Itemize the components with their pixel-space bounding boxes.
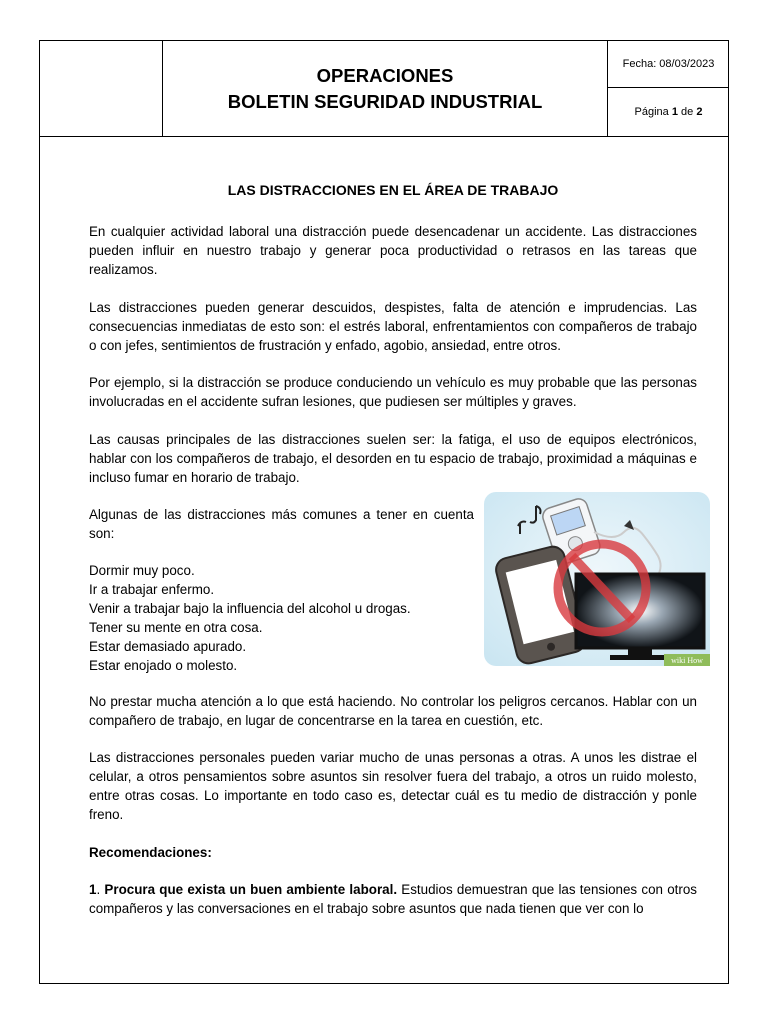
paragraph-6: Las distracciones personales pueden variar mucho de unas personas a otras. A unos les distrae el celular, a otros pensamientos sobre asuntos sin resolver fuera del trabajo, a otros un ruido molesto, entre otras cosas. Lo importante en todo caso es, detectar cuál es tu medio de distracción y ponle freno. bbox=[89, 750, 697, 822]
header-title-line1: OPERACIONES bbox=[316, 64, 454, 86]
paragraph-2: Las distracciones pueden generar descuidos, despistes, falta de atención e imprudencias. Las consecuencias inmediatas de esto son: el estrés laboral, enfrentamientos con compañeros de trabajo o con jefes, sentimientos de frustración y enfado, agobio, ansiedad, entre otros. bbox=[89, 300, 697, 353]
rec1-number: 1 bbox=[89, 882, 97, 897]
page-of: de bbox=[681, 106, 694, 118]
header-date: Fecha: 08/03/2023 bbox=[608, 41, 729, 88]
list-intro: Algunas de las distracciones más comunes a tener en cuenta son: bbox=[89, 507, 474, 541]
recommendation-1: 1. Procura que exista un buen ambiente laboral. Estudios demuestran que las tensiones con otros compañeros y las conversaciones en el trabajo sobre asuntos que nada tienen que ver con lo bbox=[89, 882, 697, 916]
list-item: Tener su mente en otra cosa. bbox=[89, 620, 263, 635]
page-prefix: Página bbox=[634, 106, 669, 118]
document-title: LAS DISTRACCIONES EN EL ÁREA DE TRABAJO bbox=[227, 182, 559, 198]
list-item: Dormir muy poco. bbox=[89, 563, 195, 578]
list-item: Estar demasiado apurado. bbox=[89, 639, 247, 654]
no-devices-illustration bbox=[484, 492, 710, 666]
list-item: Ir a trabajar enfermo. bbox=[89, 582, 215, 597]
paragraph-5: No prestar mucha atención a lo que está haciendo. No controlar los peligros cercanos. Hablar con un compañero de trabajo, en lugar de concentrarse en la tarea en cuestión, etc. bbox=[89, 694, 697, 728]
page-total: 2 bbox=[696, 106, 703, 118]
header-page-number bbox=[608, 88, 729, 136]
header-title-line2: BOLETIN SEGURIDAD INDUSTRIAL bbox=[227, 90, 543, 112]
logo-cell bbox=[40, 41, 163, 136]
rec1-heading: Procura que exista un buen ambiente laboral. bbox=[104, 882, 398, 897]
page-current: 1 bbox=[671, 106, 678, 118]
list-item: Venir a trabajar bajo la influencia del alcohol u drogas. bbox=[89, 601, 411, 616]
list-item: Estar enojado o molesto. bbox=[89, 658, 238, 673]
paragraph-3: Por ejemplo, si la distracción se produce conduciendo un vehículo es muy probable que las personas involucradas en el accidente sufran lesiones, que pudiesen ser múltiples y graves. bbox=[89, 375, 697, 409]
distractions-list bbox=[89, 561, 469, 675]
recommendations-heading: Recomendaciones: bbox=[89, 845, 212, 860]
header-title bbox=[163, 41, 607, 136]
watermark-text: wiki How bbox=[671, 656, 703, 665]
paragraph-1: En cualquier actividad laboral una distracción puede desencadenar un accidente. Las distracciones pueden influir en nuestro trabajo y generar poca productividad o retrasos en las tareas que realizamos. bbox=[89, 224, 697, 277]
paragraph-4: Las causas principales de las distracciones suelen ser: la fatiga, el uso de equipos electrónicos, hablar con los compañeros de trabajo, el desorden en tu espacio de trabajo, proximidad a máquinas e incluso fumar en horario de trabajo. bbox=[89, 432, 697, 485]
header-meta bbox=[607, 41, 729, 136]
rec1-text: Estudios demuestran que las tensiones con otros compañeros y las conversaciones en el trabajo sobre asuntos que nada tienen que ver con lo bbox=[89, 882, 697, 916]
no-devices-icon bbox=[484, 492, 710, 666]
document-header bbox=[40, 41, 728, 137]
